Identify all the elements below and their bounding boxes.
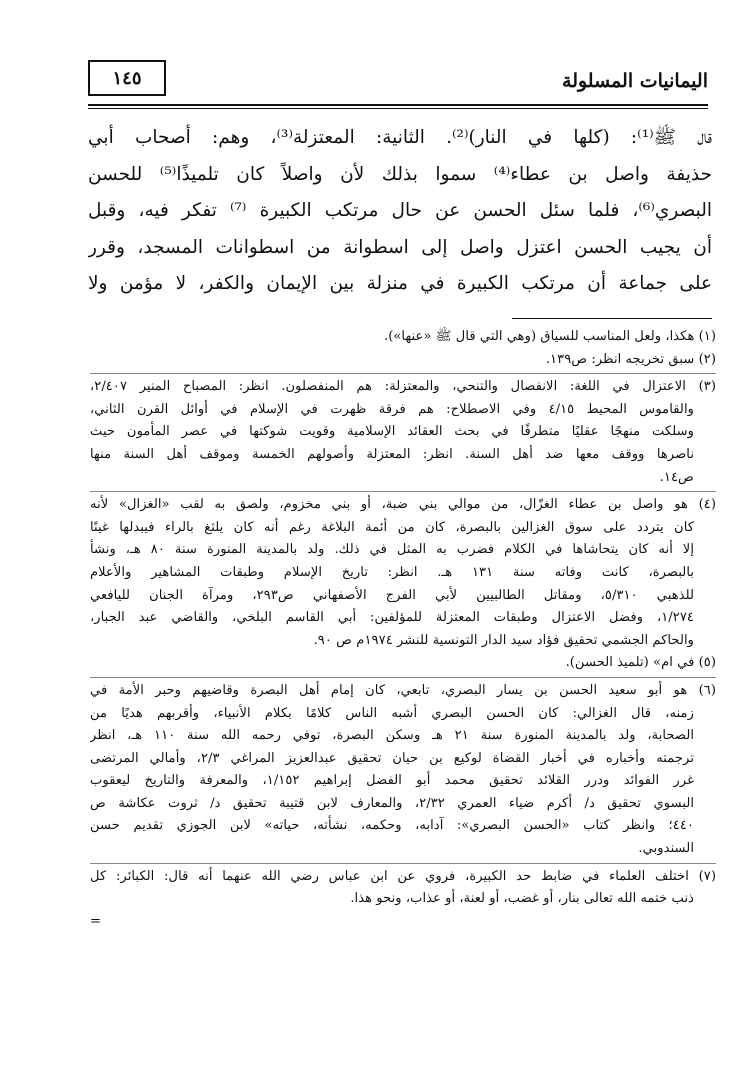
- footnote-line: (٣) الاعتزال في اللغة: الانفصال والتنحي، والمعتزلة: هم المنفصلون. انظر: المصباح المنير ٢/٤٠٧،: [90, 379, 716, 395]
- page-header: [88, 60, 708, 106]
- footnote-line: ١/٢٧٤، وفضل الاعتزال وطبقات المعتزلة للمؤلفين: أبي القاسم البلخي، والقاضي عبد الجبار،: [90, 610, 694, 626]
- header-rule-thin: [88, 108, 708, 109]
- footnote-line: السندوبي.: [638, 841, 694, 857]
- footnote-line: (٤) هو واصل بن عطاء الغزّال، من موالي بني ضبة، أو بني مخزوم، ولصق به لقب «الغزال» لأنه: [90, 497, 716, 513]
- footnote-4: [90, 494, 716, 652]
- footnote-line: بالبصرة، كانت وفاته سنة ١٣١ هـ. انظر: تاريخ الإسلام وطبقات المشاهير والأعلام: [90, 564, 695, 580]
- footnote-line: ترجمته وأخباره في أخبار القضاة لوكيع بن حيان تحقيق عبدالعزيز المراغي ٢/٣، وأمالي المرتضى: [90, 750, 694, 766]
- running-title: اليمانيات المسلولة: [562, 70, 708, 92]
- footnote-line: ص١٤.: [659, 469, 694, 485]
- footnote-line: (١) هكذا، ولعل المناسب للسياق (وهي التي قال ﷺ «عنها»).: [384, 329, 716, 344]
- main-text-line: البصري⁽⁶⁾، فلما سئل الحسن عن حال مرتكب الكبيرة ⁽⁷⁾ تفكر فيه، وقبل: [88, 200, 712, 221]
- footnote-divider: [90, 863, 716, 864]
- footnote-line: (٦) هو أبو سعيد الحسن بن يسار البصري، تابعي، كان إمام أهل البصرة وقاضيهم وحبر الأمة في: [90, 682, 716, 698]
- footnote-1: [90, 326, 716, 349]
- footnote-line: والقاموس المحيط ٤/١٥ وفي الاصطلاح: هم فرقة ظهرت في الإسلام في أوائل القرن الثاني،: [90, 401, 694, 417]
- footnote-3: [90, 376, 716, 489]
- footnote-line: (٢) سبق تخريجه انظر: ص١٣٩.: [545, 351, 716, 367]
- footnote-line: غرر الفوائد ودرر القلائد تحقيق محمد أبو الفضل إبراهيم ١/١٥٢، والمعرفة والتاريخ ليعقوب: [90, 773, 694, 789]
- footnote-line: ناصرها ووقف معها ضد أهل السنة. انظر: المعتزلة وأصولهم الخمسة وموقف أهل السنة منها: [90, 446, 694, 462]
- footnote-line: وسلكت منهجًا عقليًا متطرفًا في بحث العقائد الإسلامية وقويت شوكتها في عصر المأمون حيث: [90, 424, 694, 440]
- main-text-line: حذيفة واصل بن عطاء⁽⁴⁾ سموا بذلك لأن واصلاً كان تلميذًا⁽⁵⁾ للحسن: [88, 163, 712, 185]
- footnote-divider: [90, 491, 716, 492]
- main-text-line: قال ﷺ⁽¹⁾: (كلها في النار)⁽²⁾. الثانية: المعتزلة⁽³⁾، وهم: أصحاب أبي: [88, 127, 712, 148]
- footnote-line: البسوي تحقيق د/ أكرم ضياء العمري ٢/٣٢، والمعارف لابن قتيبة تحقيق د/ ثروت عكاشة ص: [90, 795, 694, 811]
- footnote-7: [90, 866, 716, 934]
- main-text-line: أن يجيب الحسن اعتزل واصل إلى اسطوانة من اسطوانات المسجد، وقرر: [88, 236, 712, 258]
- footnote-divider: [90, 677, 716, 678]
- footnote-line: (٧) اختلف العلماء في ضابط حد الكبيرة، فروي عن ابن عباس رضي الله عنهما أنه قال: الكبائر: كل: [90, 868, 716, 884]
- footnote-6: [90, 680, 716, 861]
- footnote-line: للذهبي ٥/٣١٠، ومقاتل الطالبيين لأبي الفرج الأصفهاني ص٢٩٣، ومرآة الجنان لليافعي: [90, 587, 694, 603]
- footnote-line: كان يتردد على سوق الغزالين بالبصرة، كان من أئمة البلاغة رغم أنه كان يلثغ بالراء فيبدلها غينًا: [90, 519, 694, 535]
- main-text-line: على جماعة أن مرتكب الكبيرة في منزلة بين الإيمان والكفر، لا مؤمن ولا: [88, 273, 712, 294]
- main-body-text: [88, 120, 712, 303]
- footnote-line: زمنه، قال الغزالي: كان الحسن البصري أشبه الناس كلامًا بكلام الأنبياء، وأقربهم هديًا من: [90, 705, 694, 721]
- footnote-2: [90, 349, 716, 372]
- footnote-5: [90, 652, 716, 675]
- footnote-line: والحاكم الجشمي تحقيق فؤاد سيد الدار التونسية للنشر ١٩٧٤م ص ٩٠.: [313, 632, 694, 648]
- footnote-line: إلا أنه كان يتحاشاها في الكلام فضرب به المثل في ذلك. ولد بالمدينة المنورة سنة ٨٠ هـ، ونشأ: [90, 542, 694, 558]
- footnote-line: ٤٤٠؛ وانظر كتاب «الحسن البصري»: آدابه، وحكمه، نشأته، حياته» لابن الجوزي تقديم حسن: [90, 818, 694, 834]
- footnotes: [90, 326, 716, 933]
- footnote-line: الصحابة، ولد بالمدينة المنورة سنة ٢١ هـ وسكن البصرة، توفي رحمه الله سنة ١١٠ هـ، انظر: [90, 728, 695, 744]
- footnote-divider: [90, 373, 716, 374]
- footnote-separator: [512, 318, 712, 319]
- continuation-mark: =: [90, 913, 102, 929]
- footnote-line: (٥) في ام» (تلميذ الحسن).: [565, 655, 716, 671]
- header-rule: [88, 104, 708, 106]
- footnote-line: ذنب ختمه الله تعالى بنار، أو غضب، أو لعنة، أو عذاب، ونحو هذا.: [350, 891, 694, 907]
- page-number: ١٤٥: [88, 60, 166, 96]
